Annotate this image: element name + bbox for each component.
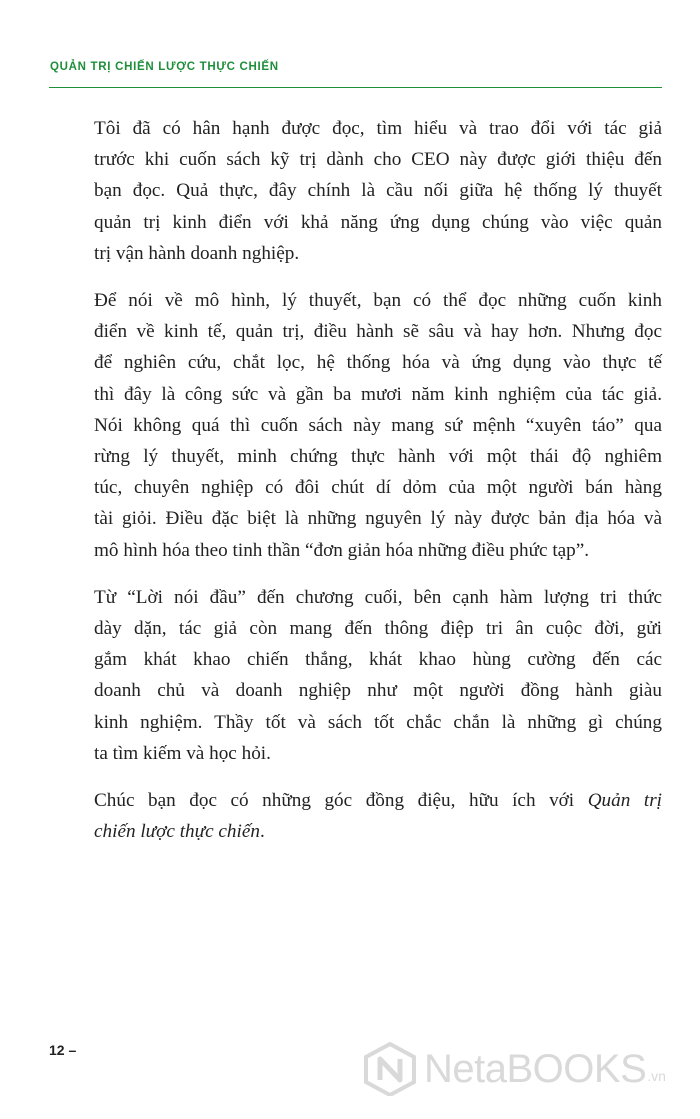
book-title-part-1: Quản trị — [587, 790, 662, 812]
paragraph-line: ta tìm kiếm và học hỏi. — [94, 742, 271, 764]
paragraph-line: Nói không quá thì cuốn sách này mang sứ mệnh “xuyên táo” qua — [94, 414, 662, 436]
body-text — [94, 113, 662, 863]
paragraph-line: doanh chủ và doanh nghiệp như một người đồng hành giàu — [94, 680, 662, 702]
closing-text: Chúc bạn đọc có những góc đồng điệu, hữu ích với — [94, 790, 588, 812]
paragraph-line: thì đây là công sức và gần ba mươi năm kinh nghiệm của tác giả. — [94, 383, 662, 405]
paragraph-line: Từ “Lời nói đầu” đến chương cuối, bên cạnh hàm lượng tri thức — [94, 586, 662, 608]
paragraph-line: trị vận hành doanh nghiệp. — [94, 242, 300, 264]
paragraph-line: Tôi đã có hân hạnh được đọc, tìm hiểu và trao đổi với tác giả — [94, 118, 662, 139]
page-number: 12 – — [49, 1042, 77, 1058]
header-divider — [49, 87, 662, 88]
paragraph-1 — [94, 113, 662, 269]
paragraph-line: tài giỏi. Điều đặc biệt là những nguyên lý này được bản địa hóa và — [94, 508, 662, 530]
paragraph-line — [94, 785, 662, 816]
running-header-title: QUẢN TRỊ CHIẾN LƯỢC THỰC CHIẾN — [50, 61, 279, 73]
netabooks-logo-icon — [362, 1042, 418, 1096]
paragraph-line: Để nói về mô hình, lý thuyết, bạn có thể đọc những cuốn kinh — [94, 290, 662, 312]
paragraph-3 — [94, 582, 662, 769]
paragraph-line — [94, 816, 662, 847]
closing-period: . — [259, 821, 265, 843]
paragraph-line: dày dặn, tác giả còn mang đến thông điệp tri ân cuộc đời, gửi — [94, 618, 662, 640]
paragraph-line: túc, chuyên nghiệp có đôi chút dí dỏm của một người bán hàng — [94, 477, 662, 499]
paragraph-line: rừng lý thuyết, minh chứng thực hành với một thái độ nghiêm — [94, 446, 662, 468]
watermark — [362, 1042, 666, 1096]
paragraph-line: bạn đọc. Quả thực, đây chính là cầu nối giữa hệ thống lý thuyết — [94, 180, 662, 202]
watermark-suffix: .vn — [647, 1068, 666, 1084]
paragraph-line: gắm khát khao chiến thắng, khát khao hùng cường đến các — [94, 649, 662, 671]
watermark-brand: NetaBOOKS — [424, 1047, 647, 1091]
paragraph-line: quản trị kinh điển với khả năng ứng dụng chúng vào việc quản — [94, 211, 662, 233]
paragraph-4 — [94, 785, 662, 847]
book-title-part-2: chiến lược thực chiến — [94, 821, 260, 843]
paragraph-line: trước khi cuốn sách kỹ trị dành cho CEO này được giới thiệu đến — [94, 149, 662, 171]
paragraph-line: mô hình hóa theo tinh thần “đơn giản hóa những điều phức tạp”. — [94, 539, 590, 561]
paragraph-line: điển về kinh tế, quản trị, điều hành sẽ sâu và hay hơn. Nhưng đọc — [94, 321, 662, 343]
paragraph-2 — [94, 285, 662, 566]
paragraph-line: kinh nghiệm. Thầy tốt và sách tốt chắc chắn là những gì chúng — [94, 711, 662, 733]
paragraph-line: để nghiên cứu, chắt lọc, hệ thống hóa và ứng dụng vào thực tế — [94, 352, 662, 374]
